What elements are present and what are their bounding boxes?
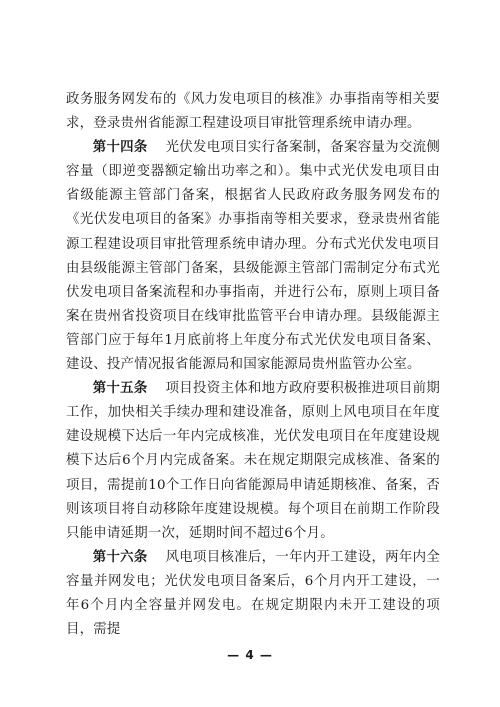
paragraph-continuation xyxy=(66,88,440,136)
page-number: — 4 — xyxy=(227,648,273,662)
document-body xyxy=(66,88,440,642)
article-14 xyxy=(66,136,440,377)
article-text: 光伏发电项目实行备案制，备案容量为交流侧容量（即逆变器额定输出功率之和）。集中式光伏发电项目由省级能源主管部门备案，根据省人民政府政务服务网发布的《光伏发电项目的备案》办事指南等相关要求，登录贵州省能源工程建设项目审批管理系统申请办理。分布式光伏发电项目由县级能源主管部门备案，县级能源主管部门需制定分布式光伏发电项目备案流程和办事指南，并进行公布，原则上项目备案在贵州省投资项目在线审批监管平台申请办理。县级能源主管部门应于每年1月底前将上年度分布式光伏发电项目备案、建设、投产情况报省能源局和国家能源局贵州监管办公室。 xyxy=(66,140,440,373)
paragraph-text: 政务服务网发布的《风力发电项目的核准》办事指南等相关要求，登录贵州省能源工程建设项目审批管理系统申请办理。 xyxy=(66,92,440,132)
article-text: 项目投资主体和地方政府要积极推进项目前期工作，加快相关手续办理和建设准备，原则上风电项目在年度建设规模下达后一年内完成核准，光伏发电项目在年度建设规模下达后6个月内完成备案。未在规定期限完成核准、备案的项目，需提前10个工作日向省能源局申请延期核准、备案，否则该项目将自动移除年度建设规模。每个项目在前期工作阶段只能申请延期一次，延期时间不超过6个月。 xyxy=(66,381,440,541)
article-heading: 第十六条 xyxy=(92,549,148,565)
article-16 xyxy=(66,546,440,642)
article-text: 风电项目核准后，一年内开工建设，两年内全容量并网发电；光伏发电项目备案后，6个月内开工建设，一年6个月内全容量并网发电。在规定期限内未开工建设的项目，需提 xyxy=(66,549,440,638)
article-heading: 第十四条 xyxy=(92,140,148,156)
article-heading: 第十五条 xyxy=(92,381,148,397)
article-15 xyxy=(66,377,440,546)
